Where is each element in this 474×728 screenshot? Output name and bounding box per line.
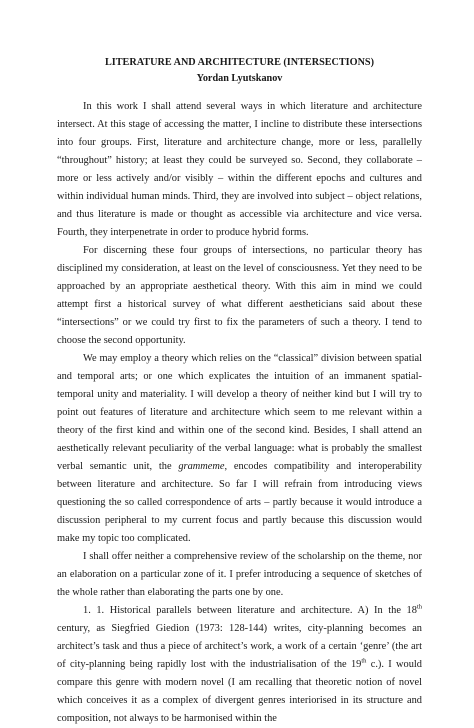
superscript-th-2: th	[361, 657, 367, 665]
paper-author: Yordan Lyutskanov	[196, 73, 283, 84]
paragraph-2: For discerning these four groups of intersections, no particular theory has disciplined my consideration, at least on the level of consciousness. Yet they need to be approached by an appropriate aesthetical theory. With this aim in mind we could attempt first a historical survey of what different aestheticians said about these “intersections” or we could try first to fix the parameters of such a theory. I tend to choose the second opportunity.	[57, 245, 422, 346]
paragraph-1: In this work I shall attend several ways in which literature and architecture intersect. At this stage of accessing the matter, I incline to distribute these intersections into four groups. First, literature and architecture change, more or less, parallelly “throughout” history; at least they could be surveyed so. Second, they collaborate – more or less actively and/or visibly – within the different epochs and cultures and within individual human minds. Third, they are involved into subject – object relations, and thus literature is made or thought as accessible via architecture and vice versa. Fourth, they interpenetrate in order to produce hybrid forms.	[57, 101, 422, 238]
paragraph-3-text-a: We may employ a theory which relies on the “classical” division between spatial and temporal arts; or one which explicates the intuition of an immanent spatial-temporal unity and materiality. I will develop a theory of neither kind but I will try to point out features of literature and architecture which seem to me relevant within a theory of the first kind and within one of the second kind. Besides, I shall attend an aesthetically relevant peculiarity of the verbal language: what is probably the smallest verbal semantic unit, the	[57, 353, 422, 472]
paragraph-5-text-a: 1. 1. Historical parallels between literature and architecture. A) In the 18	[83, 605, 417, 616]
paragraph-5-text-b: century, as Siegfried Giedion (1973: 128-144) writes, city-planning becomes an architect’s task and thus a piece of architect’s work, a work of a certain ‘genre’ (the art of city-planning being rapidly lost with the industrialisation of the 19	[57, 623, 422, 670]
paragraph-4: I shall offer neither a comprehensive review of the scholarship on the theme, nor an elaboration on a particular zone of it. I prefer introducing a sequence of sketches of the whole rather than elaborating the parts one by one.	[57, 551, 422, 598]
paper-title: LITERATURE AND ARCHITECTURE (INTERSECTIONS)	[105, 57, 374, 68]
paragraph-5-text-c: c.). I would compare this genre with modern novel (I am recalling that theoretic notion of novel which conceives it as a complex of divergent genres interiorised in its structure and composition, not always to be harmonised within the	[57, 659, 422, 724]
paragraph-3	[57, 350, 422, 548]
paragraph-3-text-b: , encodes compatibility and interoperability between literature and architecture. So far I will refrain from introducing views questioning the so called correspondence of arts – partly because it would introduce a discussion peripheral to my current focus and partly because this discussion would make my topic too complicated.	[57, 461, 422, 544]
superscript-th-1: th	[416, 603, 422, 611]
grammeme-term: grammeme	[178, 461, 225, 472]
paragraph-5	[57, 602, 422, 728]
